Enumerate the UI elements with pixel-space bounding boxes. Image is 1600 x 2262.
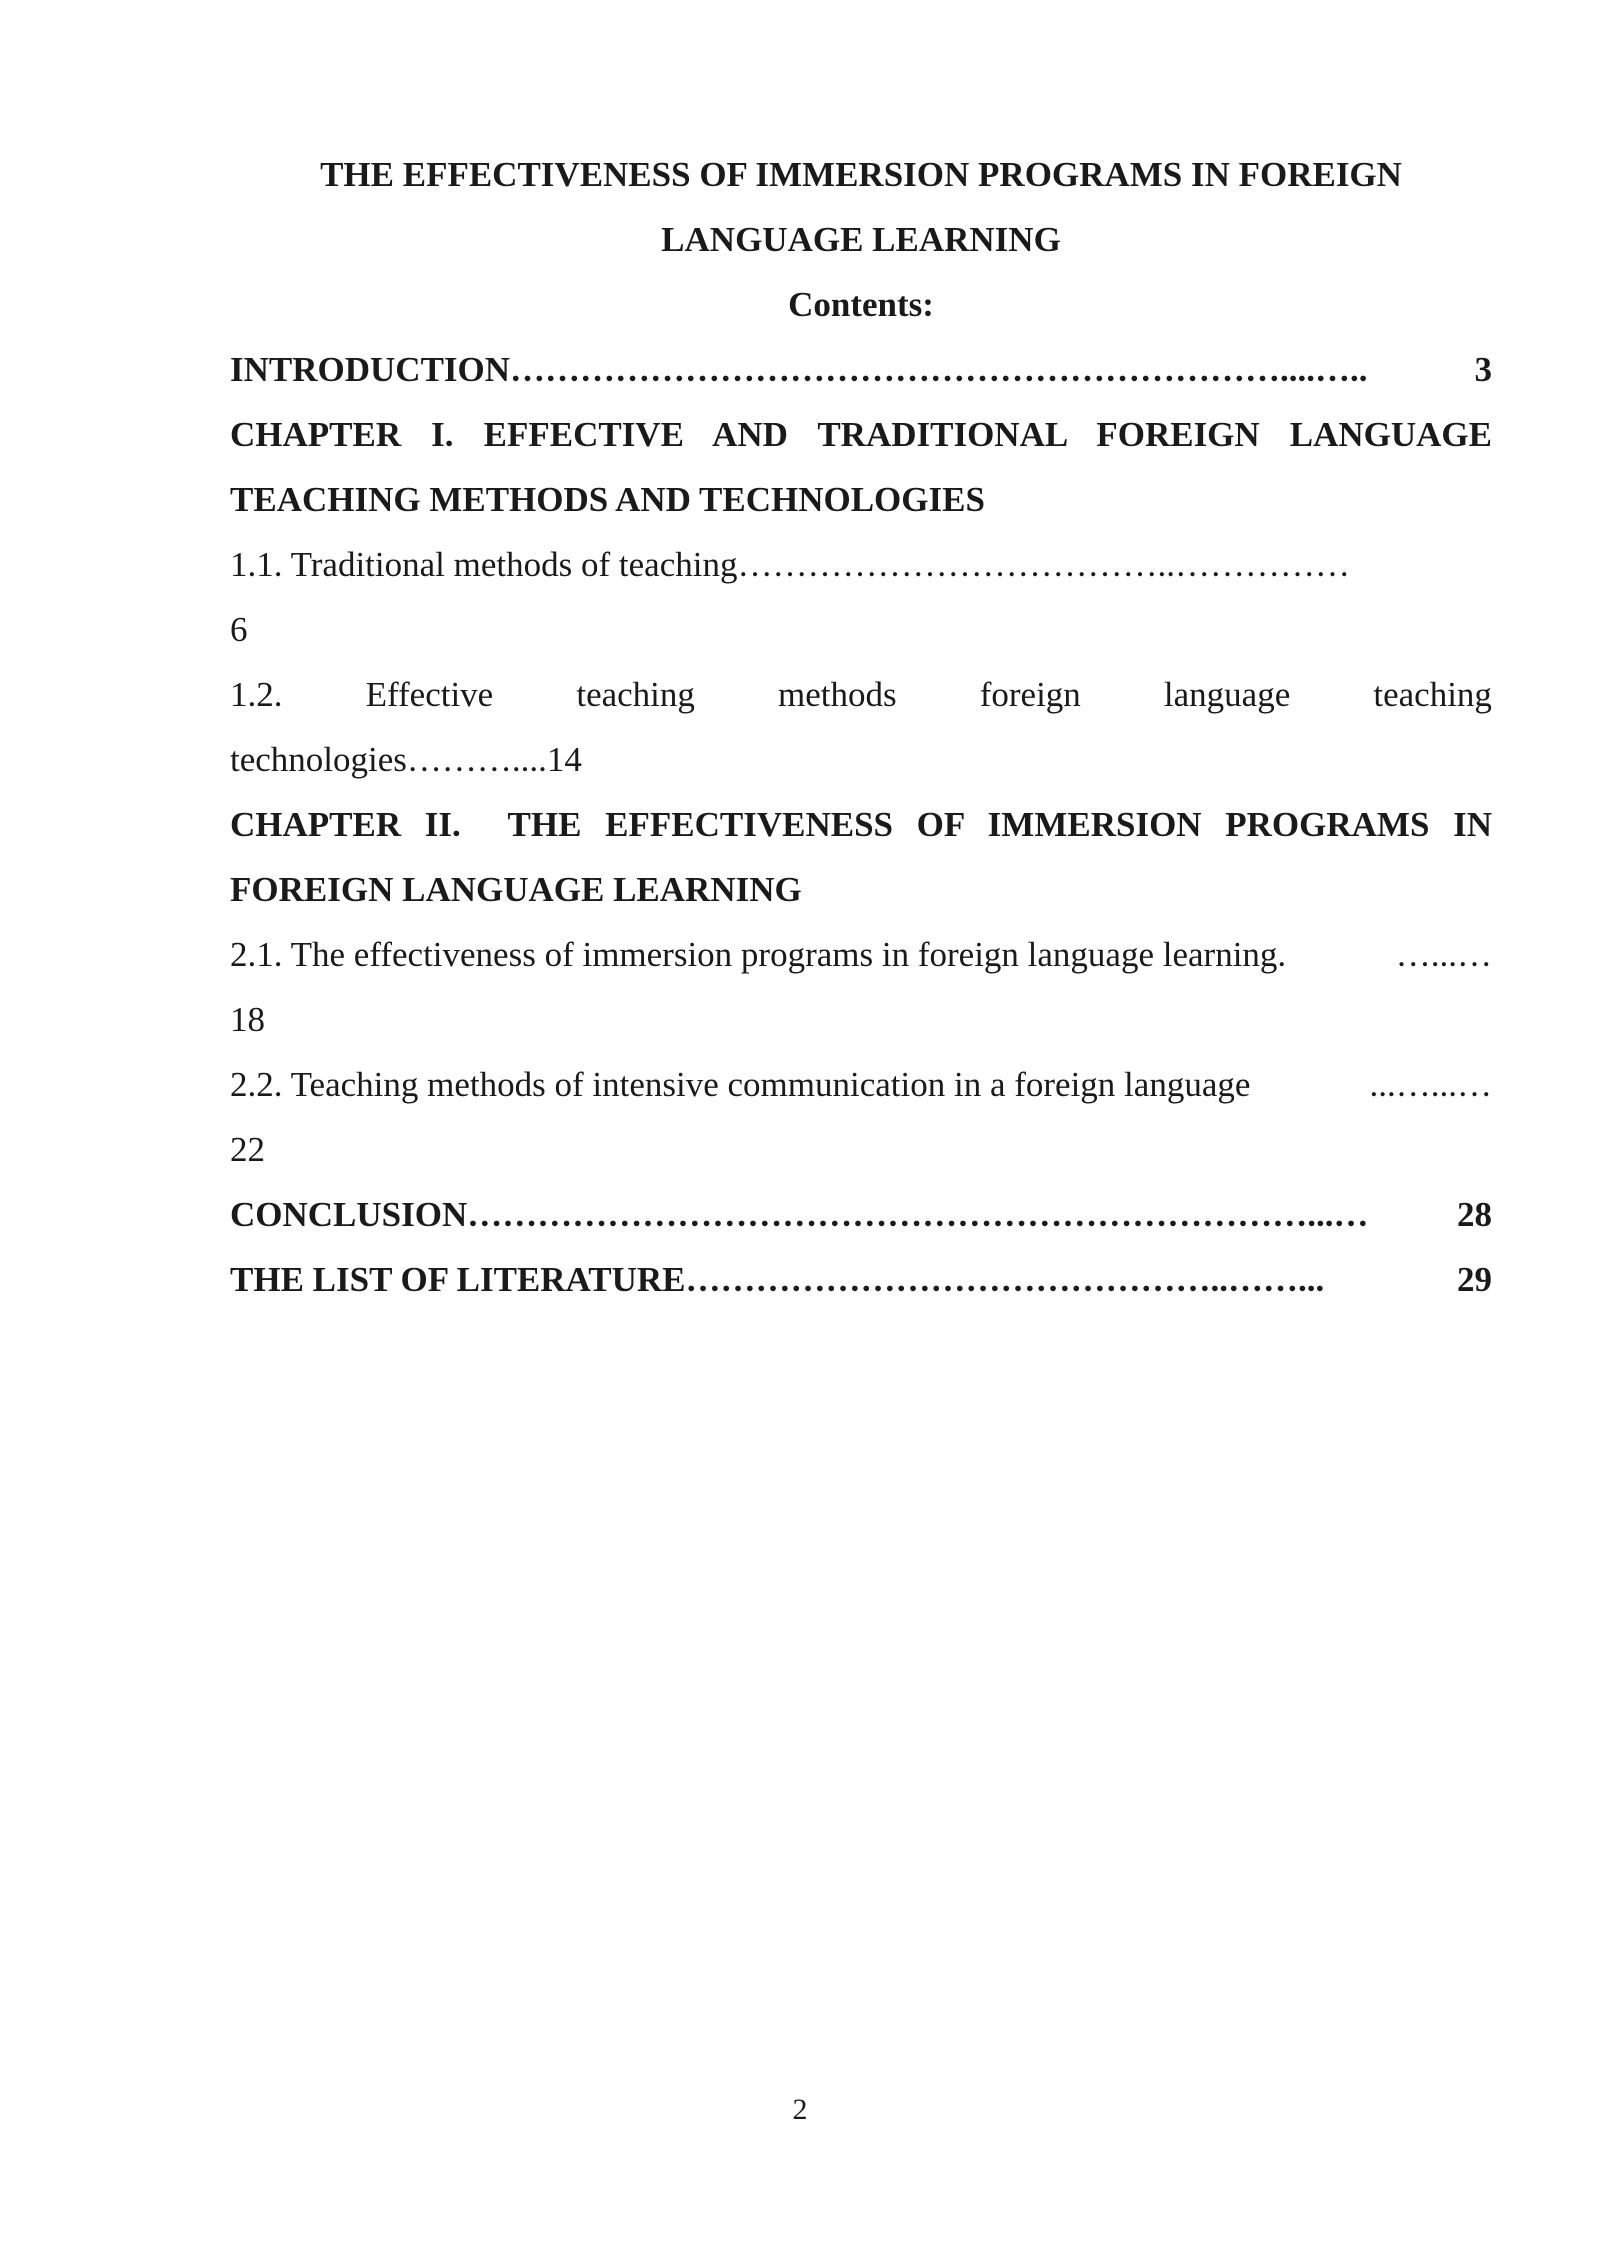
table-of-contents <box>230 337 1492 1312</box>
toc-page-number: 18 <box>230 1000 265 1039</box>
document-title <box>230 142 1492 337</box>
toc-page-number: 22 <box>230 1130 265 1169</box>
toc-word: language <box>1163 675 1291 714</box>
toc-page-number: 14 <box>546 740 582 779</box>
toc-entry-1-2-line-2 <box>230 727 1492 792</box>
chapter-1-title-part-1: CHAPTER I. EFFECTIVE AND TRADITIONAL FOREIGN LANGUAGE <box>230 415 1492 454</box>
toc-leader-dots: ...…...… <box>1369 1065 1492 1104</box>
toc-leader-dots: ………………………………………………………………...… <box>467 1195 1369 1234</box>
title-line-1: THE EFFECTIVENESS OF IMMERSION PROGRAMS IN FOREIGN <box>320 155 1402 194</box>
toc-word: teaching <box>576 675 695 714</box>
toc-entry-title: INTRODUCTION <box>230 350 511 389</box>
chapter-2-title-part-1: CHAPTER II. THE EFFECTIVENESS OF IMMERSION PROGRAMS IN <box>230 805 1492 844</box>
toc-entry-title: 2.2. Teaching methods of intensive communication in a foreign language <box>230 1065 1251 1104</box>
toc-entry-chapter-1[interactable] <box>230 402 1492 532</box>
toc-leader-dots: ………………………………..…………… <box>737 545 1350 584</box>
chapter-1-line-1 <box>230 402 1492 467</box>
toc-page-number: 3 <box>1474 350 1492 389</box>
toc-page-number: 29 <box>1457 1260 1492 1299</box>
toc-entry-1-2-line-1 <box>230 662 1492 727</box>
toc-word: Effective <box>365 675 494 714</box>
title-line-2: LANGUAGE LEARNING <box>661 220 1061 259</box>
toc-entry-chapter-2[interactable] <box>230 792 1492 922</box>
toc-entry-2-2[interactable] <box>230 1052 1492 1182</box>
toc-word: teaching <box>1373 675 1492 714</box>
toc-entry-title: technologies <box>230 740 407 779</box>
toc-word: 1.2. <box>230 675 283 714</box>
toc-entry-2-2-line <box>230 1052 1492 1117</box>
toc-entry-title: THE LIST OF LITERATURE <box>230 1260 686 1299</box>
toc-entry-title: CONCLUSION <box>230 1195 468 1234</box>
toc-entry-2-1[interactable] <box>230 922 1492 1052</box>
toc-entry-introduction[interactable] <box>230 337 1492 402</box>
chapter-2-title-part-2: FOREIGN LANGUAGE LEARNING <box>230 870 802 909</box>
contents-heading: Contents: <box>788 285 934 324</box>
toc-word: foreign <box>979 675 1081 714</box>
page-number: 2 <box>792 2093 808 2126</box>
chapter-2-line-1 <box>230 792 1492 857</box>
toc-entry-conclusion[interactable] <box>230 1182 1492 1247</box>
toc-entry-title: 1.1. Traditional methods of teaching <box>230 545 738 584</box>
toc-word: methods <box>778 675 897 714</box>
toc-entry-1-1[interactable] <box>230 532 1492 662</box>
toc-page-number: 6 <box>230 610 248 649</box>
toc-entry-2-1-line <box>230 922 1492 987</box>
toc-leader-dots: …………………………………………………………....….. <box>510 350 1368 389</box>
toc-entry-1-2[interactable] <box>230 662 1492 792</box>
toc-page-number: 28 <box>1457 1195 1492 1234</box>
toc-entry-1-1-line <box>230 532 1492 597</box>
toc-entry-literature[interactable] <box>230 1247 1492 1312</box>
toc-leader-dots: ……….... <box>406 740 547 779</box>
chapter-1-title-part-2: TEACHING METHODS AND TECHNOLOGIES <box>230 480 985 519</box>
toc-leader-dots: ………………………………………..……... <box>685 1260 1325 1299</box>
toc-leader-dots: …...… <box>1395 935 1492 974</box>
toc-entry-title: 2.1. The effectiveness of immersion programs in foreign language learning. <box>230 935 1287 974</box>
